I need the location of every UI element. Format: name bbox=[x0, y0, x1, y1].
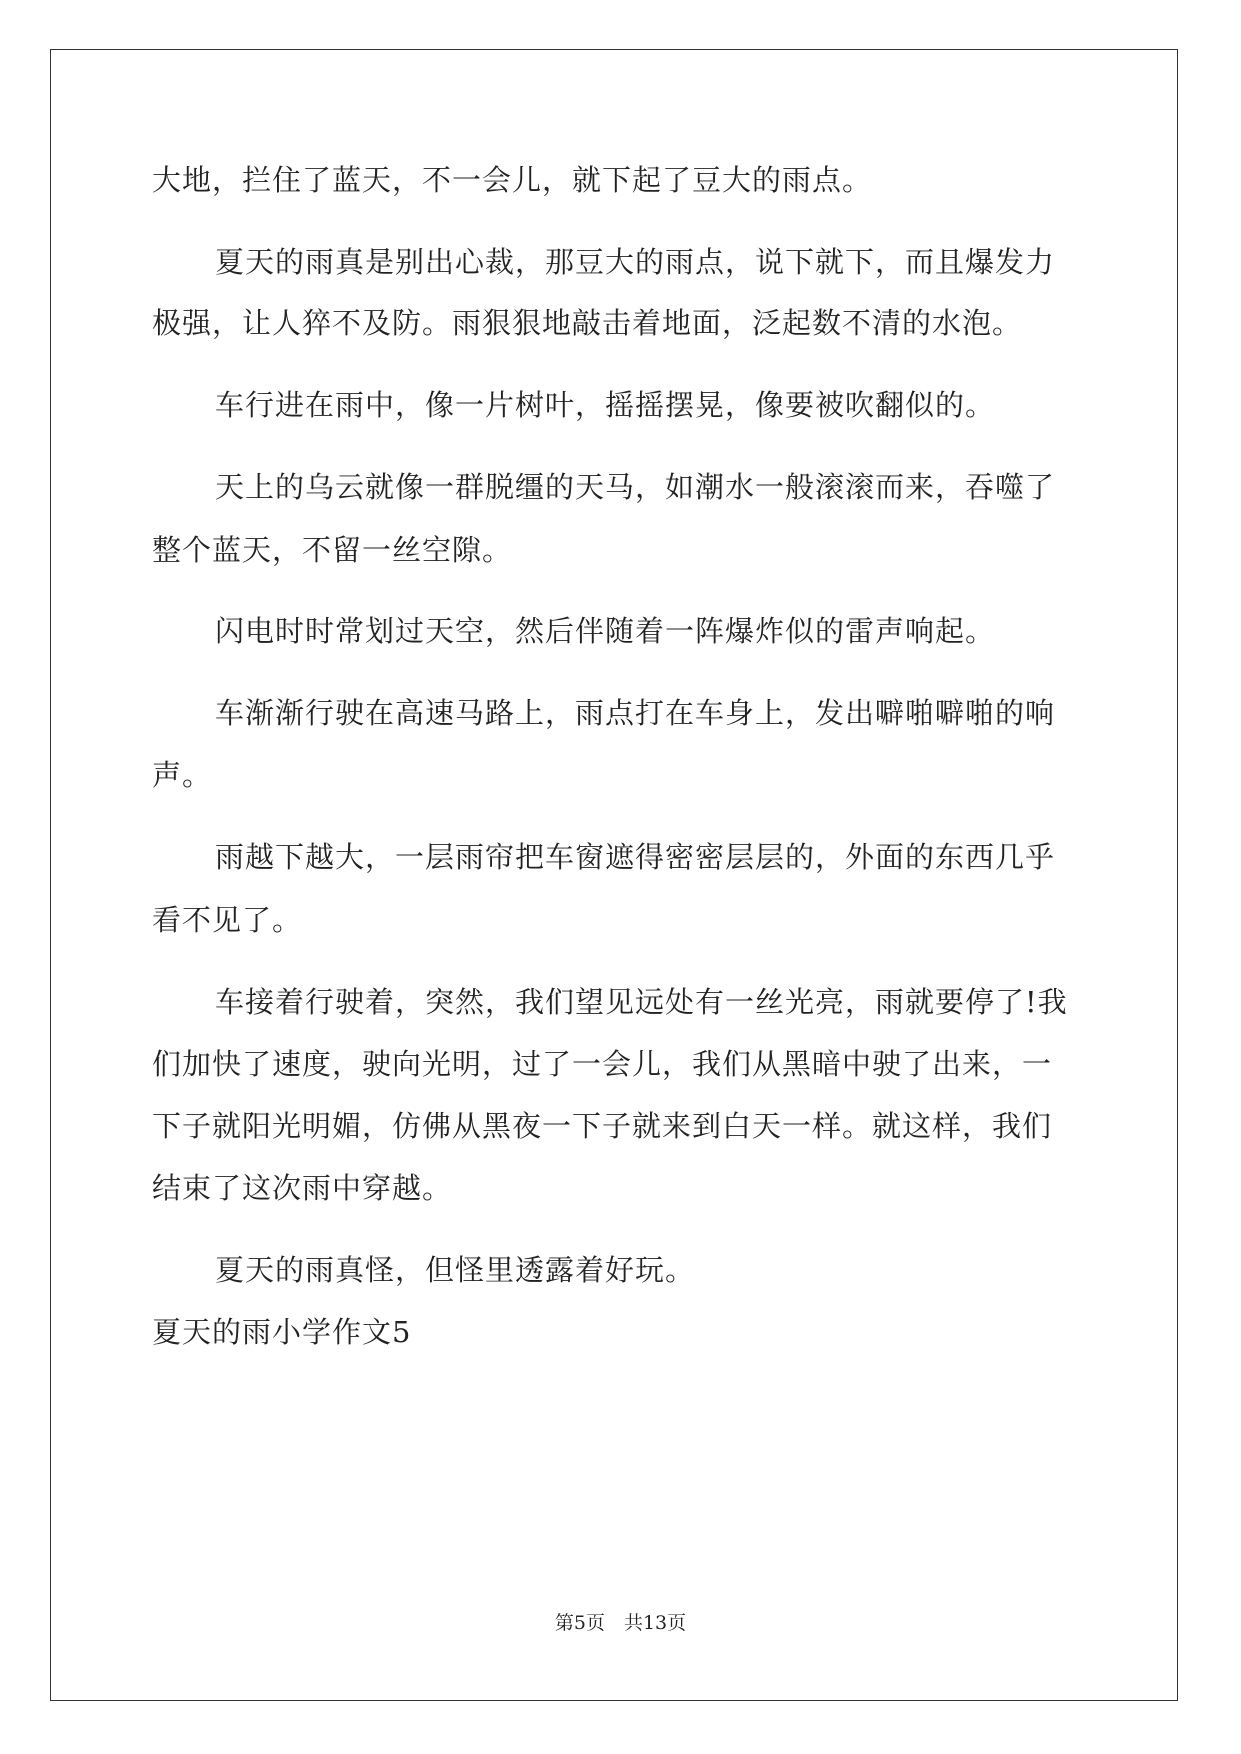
text-line: 看不见了。 bbox=[152, 903, 303, 937]
text-line: 整个蓝天，不留一丝空隙。 bbox=[152, 533, 513, 567]
paragraph-start: 夏天的雨真怪，但怪里透露着好玩。 bbox=[215, 1253, 696, 1287]
section-heading: 夏天的雨小学作文5 bbox=[152, 1315, 412, 1349]
paragraph-start: 夏天的雨真是别出心裁，那豆大的雨点，说下就下，而且爆发力 bbox=[215, 245, 1056, 279]
text-line: 极强，让人猝不及防。雨狠狠地敲击着地面，泛起数不清的水泡。 bbox=[152, 306, 1023, 340]
text-line: 下子就阳光明媚，仿佛从黑夜一下子就来到白天一样。就这样，我们 bbox=[152, 1109, 1053, 1143]
paragraph-start: 天上的乌云就像一群脱缰的天马，如潮水一般滚滚而来，吞噬了 bbox=[215, 470, 1056, 504]
paragraph-start: 闪电时时常划过天空，然后伴随着一阵爆炸似的雷声响起。 bbox=[215, 614, 996, 648]
text-line: 们加快了速度，驶向光明，过了一会儿，我们从黑暗中驶了出来，一 bbox=[152, 1047, 1053, 1081]
text-line: 结束了这次雨中穿越。 bbox=[152, 1171, 453, 1205]
paragraph-start: 车行进在雨中，像一片树叶，摇摇摆晃，像要被吹翻似的。 bbox=[215, 388, 996, 422]
paragraph-start: 雨越下越大，一层雨帘把车窗遮得密密层层的，外面的东西几乎 bbox=[215, 840, 1056, 874]
page-number: 第5页 共13页 bbox=[554, 1612, 687, 1634]
text-line: 声。 bbox=[152, 758, 213, 792]
text-line: 大地，拦住了蓝天，不一会儿，就下起了豆大的雨点。 bbox=[152, 163, 873, 197]
paragraph-start: 车接着行驶着，突然，我们望见远处有一丝光亮，雨就要停了!我 bbox=[215, 985, 1068, 1019]
paragraph-start: 车渐渐行驶在高速马路上，雨点打在车身上，发出噼啪噼啪的响 bbox=[215, 696, 1056, 730]
